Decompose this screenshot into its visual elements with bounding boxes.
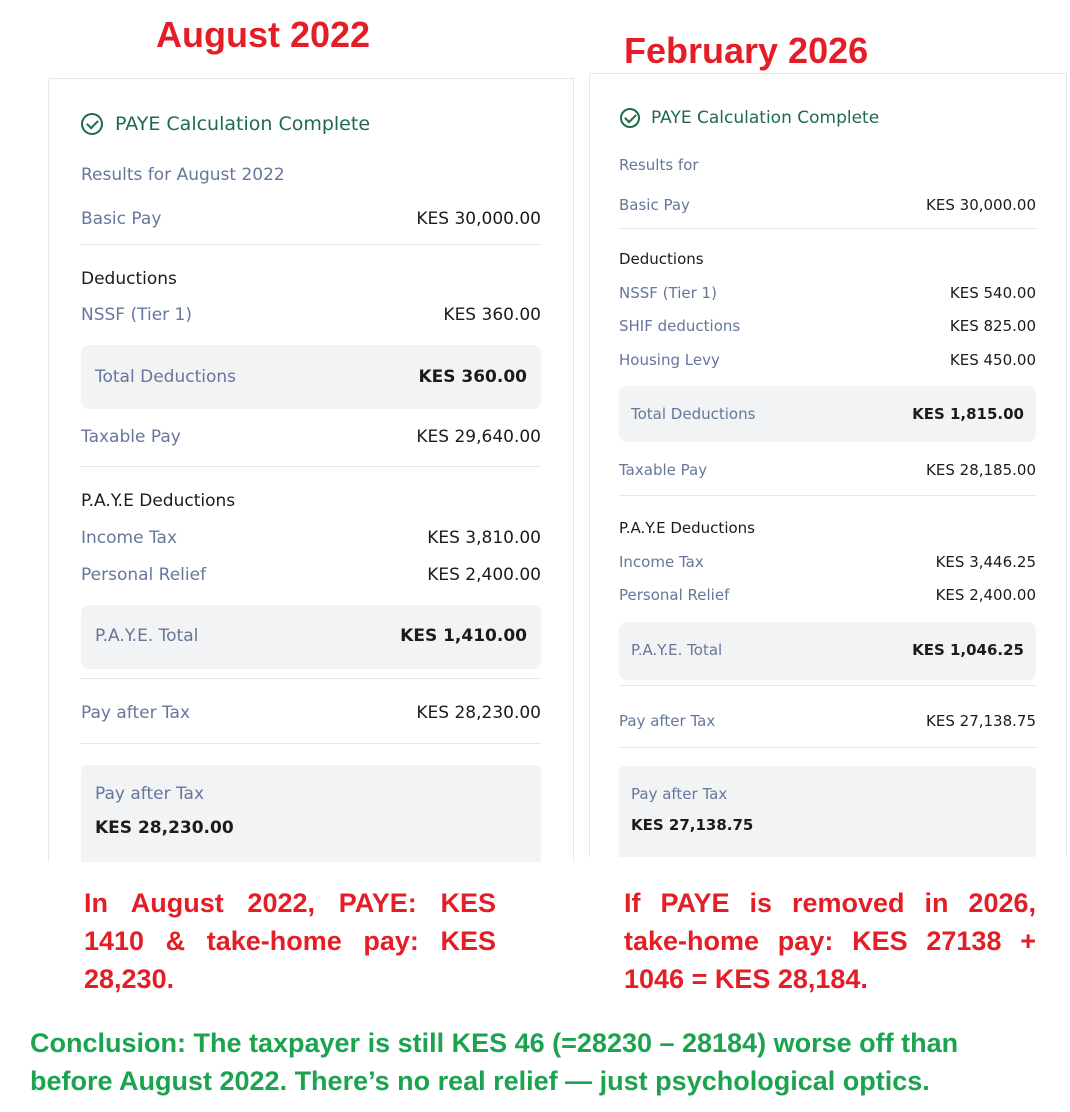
total-deductions-label: Total Deductions: [95, 367, 236, 387]
paye-total-value: KES 1,410.00: [400, 626, 527, 646]
status-header: [81, 113, 370, 135]
check-circle-icon: [81, 113, 103, 135]
divider: [619, 685, 1036, 686]
paye-deductions-title: P.A.Y.E Deductions: [81, 491, 236, 511]
conclusion-line-2: before August 2022. There’s no real relief — just psychological optics.: [30, 1066, 930, 1096]
total-deductions-label: Total Deductions: [631, 405, 756, 423]
shif-row: [619, 317, 1036, 335]
pay-after-tax-value: KES 27,138.75: [926, 712, 1036, 730]
income-tax-label: Income Tax: [619, 553, 704, 571]
total-deductions-row: [631, 405, 1024, 423]
shif-label: SHIF deductions: [619, 317, 741, 335]
divider: [81, 743, 541, 744]
status-text: PAYE Calculation Complete: [115, 113, 371, 135]
paye-total-label: P.A.Y.E. Total: [95, 626, 199, 646]
personal-relief-value: KES 2,400.00: [427, 565, 541, 585]
heading-august-2022: August 2022: [156, 14, 371, 55]
divider: [81, 244, 541, 245]
results-for-label: Results for August 2022: [81, 165, 285, 185]
status-text: PAYE Calculation Complete: [651, 108, 880, 128]
deductions-title: Deductions: [619, 250, 704, 268]
total-deductions-row: [95, 367, 527, 387]
nssf-row: [619, 284, 1036, 302]
total-deductions-value: KES 360.00: [418, 367, 527, 387]
personal-relief-value: KES 2,400.00: [935, 586, 1036, 604]
nssf-value: KES 540.00: [949, 284, 1036, 302]
taxable-pay-label: Taxable Pay: [619, 461, 708, 479]
shif-value: KES 825.00: [949, 317, 1036, 335]
pay-after-tax-row: [619, 712, 1036, 730]
taxable-pay-label: Taxable Pay: [81, 427, 181, 447]
pay-after-tax-value: KES 28,230.00: [416, 703, 541, 723]
paye-result-card-2026: [589, 73, 1067, 857]
nssf-row: [81, 305, 541, 325]
summary-label: Pay after Tax: [95, 784, 205, 804]
caption-2022: In August 2022, PAYE: KES 1410 & take-home pay: KES 28,230.: [84, 888, 496, 994]
taxable-pay-value: KES 28,185.00: [926, 461, 1036, 479]
personal-relief-row: [81, 565, 541, 585]
total-deductions-value: KES 1,815.00: [912, 405, 1024, 423]
conclusion-line-1: Conclusion: The taxpayer is still KES 46 (=28230 – 28184) worse off than: [30, 1028, 959, 1058]
heading-february-2026: February 2026: [624, 30, 869, 71]
divider: [619, 747, 1036, 748]
caption-2026: If PAYE is removed in 2026, take-home pay: KES 27138 + 1046 = KES 28,184.: [624, 888, 1036, 994]
income-tax-value: KES 3,810.00: [427, 528, 541, 548]
nssf-label: NSSF (Tier 1): [619, 284, 717, 302]
income-tax-row: [81, 528, 541, 548]
income-tax-row: [619, 553, 1036, 571]
check-circle-icon: [620, 108, 640, 128]
basic-pay-row: [81, 209, 541, 229]
basic-pay-label: Basic Pay: [619, 196, 690, 214]
personal-relief-label: Personal Relief: [81, 565, 207, 585]
deductions-title: Deductions: [81, 269, 177, 289]
paye-total-value: KES 1,046.25: [912, 641, 1024, 659]
paye-total-row: [95, 626, 527, 646]
summary-value: KES 28,230.00: [95, 818, 234, 838]
conclusion-text: [30, 1024, 1070, 1100]
nssf-label: NSSF (Tier 1): [81, 305, 192, 325]
housing-levy-value: KES 450.00: [949, 351, 1036, 369]
personal-relief-label: Personal Relief: [619, 586, 730, 604]
taxable-pay-row: [81, 427, 541, 447]
pay-after-tax-summary-box: [81, 765, 541, 862]
pay-after-tax-summary-box: [619, 766, 1036, 857]
results-for-label: Results for: [619, 156, 699, 174]
basic-pay-label: Basic Pay: [81, 209, 162, 229]
income-tax-label: Income Tax: [81, 528, 178, 548]
paye-result-card-2022: [48, 78, 574, 862]
pay-after-tax-row: [81, 703, 541, 723]
pay-after-tax-label: Pay after Tax: [81, 703, 191, 723]
summary-label: Pay after Tax: [631, 785, 728, 803]
divider: [619, 495, 1036, 496]
divider: [81, 678, 541, 679]
status-header: [620, 108, 879, 128]
pay-after-tax-label: Pay after Tax: [619, 712, 716, 730]
basic-pay-value: KES 30,000.00: [416, 209, 541, 229]
summary-value: KES 27,138.75: [631, 816, 754, 834]
housing-levy-row: [619, 351, 1036, 369]
basic-pay-value: KES 30,000.00: [926, 196, 1036, 214]
nssf-value: KES 360.00: [443, 305, 541, 325]
housing-levy-label: Housing Levy: [619, 351, 720, 369]
basic-pay-row: [619, 196, 1036, 214]
divider: [619, 228, 1036, 229]
personal-relief-row: [619, 586, 1036, 604]
divider: [81, 466, 541, 467]
income-tax-value: KES 3,446.25: [935, 553, 1036, 571]
taxable-pay-row: [619, 461, 1036, 479]
taxable-pay-value: KES 29,640.00: [416, 427, 541, 447]
paye-deductions-title: P.A.Y.E Deductions: [619, 519, 755, 537]
paye-total-row: [631, 641, 1024, 659]
paye-total-label: P.A.Y.E. Total: [631, 641, 723, 659]
